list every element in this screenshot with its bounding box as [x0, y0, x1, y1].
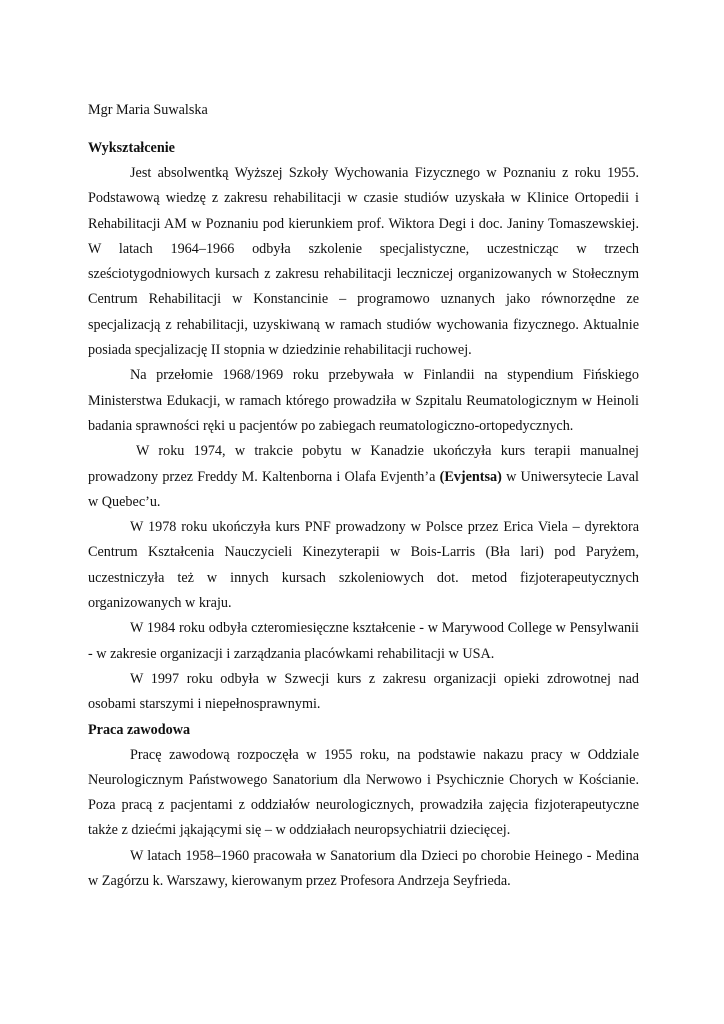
canada-text-before: W roku 1974, w trakcie pobytu w Kanadzie ukończyła kurs terapii manualnej prowadzony przez Freddy M. Kaltenborna i Olafa Evjenth’a: [88, 443, 639, 485]
canada-text-after: w Uniwersytecie Laval w Quebec’u.: [88, 468, 639, 510]
work-heading: Praca zawodowa: [88, 721, 191, 738]
work-paragraph-1: Pracę zawodową rozpoczęła w 1955 roku, na podstawie nakazu pracy w Oddziale Neurologicznym Państwowego Sanatorium dla Nerwowo i Psychicznie Chorych w Kościanie. Poza pracą z pacjentami z oddziałów neurologicznych, prowadziła zajęcia fizjoterapeutyczne także z dziećmi jąkającymi się – w oddziałach neuropsychiatrii dziecięcej.: [88, 746, 639, 839]
education-paragraph-1: Jest absolwentką Wyższej Szkoły Wychowania Fizycznego w Poznaniu z roku 1955. Podstawową wiedzę z zakresu rehabilitacji w czasie studiów uzyskała w Klinice Ortopedii i Rehabilitacji AM w Poznaniu pod kierunkiem prof. Wiktora Degi i doc. Janiny Tomaszewskiej. W latach 1964–1966 odbyła szkolenie specjalistyczne, uczestnicząc w trzech sześciotygodniowych kursach z zakresu rehabilitacji leczniczej organizowanych w Stołecznym Centrum Rehabilitacji w Konstancinie – programowo uznanych jako równorzędne ze specjalizacją z rehabilitacji, uzyskiwaną w ramach studiów wychowania fizycznego. Aktualnie posiada specjalizację II stopnia w dziedzinie rehabilitacji ruchowej.: [88, 165, 639, 359]
author-name: Mgr Maria Suwalska: [88, 102, 208, 118]
education-heading: Wykształcenie: [88, 140, 175, 156]
education-paragraph-pnf: W 1978 roku ukończyła kurs PNF prowadzony w Polsce przez Erica Viela – dyrektora Centrum Kształcenia Nauczycieli Kinezyterapii w Bois-Larris (Bła lari) pod Paryżem, uczestniczyła też w innych kursach szkoleniowych dot. metod fizjoterapeutycznych organizowanych w kraju.: [88, 519, 639, 612]
education-paragraph-canada: [88, 439, 639, 515]
education-paragraph-usa: W 1984 roku odbyła czteromiesięczne kształcenie - w Marywood College w Pensylwanii - w zakresie organizacji i zarządzania placówkami rehabilitacji w USA.: [88, 620, 639, 662]
canada-text-bold: (Evjentsa): [439, 468, 502, 485]
work-paragraph-2: W latach 1958–1960 pracowała w Sanatorium dla Dzieci po chorobie Heinego - Medina w Zagórzu k. Warszawy, kierowanym przez Profesora Andrzeja Seyfrieda.: [88, 847, 639, 890]
document-page: [88, 97, 639, 894]
education-paragraph-2: Na przełomie 1968/1969 roku przebywała w Finlandii na stypendium Fińskiego Ministerstwa Edukacji, w ramach którego prowadziła w Szpitalu Reumatologicznym w Heinoli badania sprawności ręki u pacjentów po zabiegach reumatologiczno-ortopedycznych.: [88, 367, 639, 434]
education-paragraph-sweden: W 1997 roku odbyła w Szwecji kurs z zakresu organizacji opieki zdrowotnej nad osobami starszymi i niepełnosprawnymi.: [88, 670, 639, 713]
